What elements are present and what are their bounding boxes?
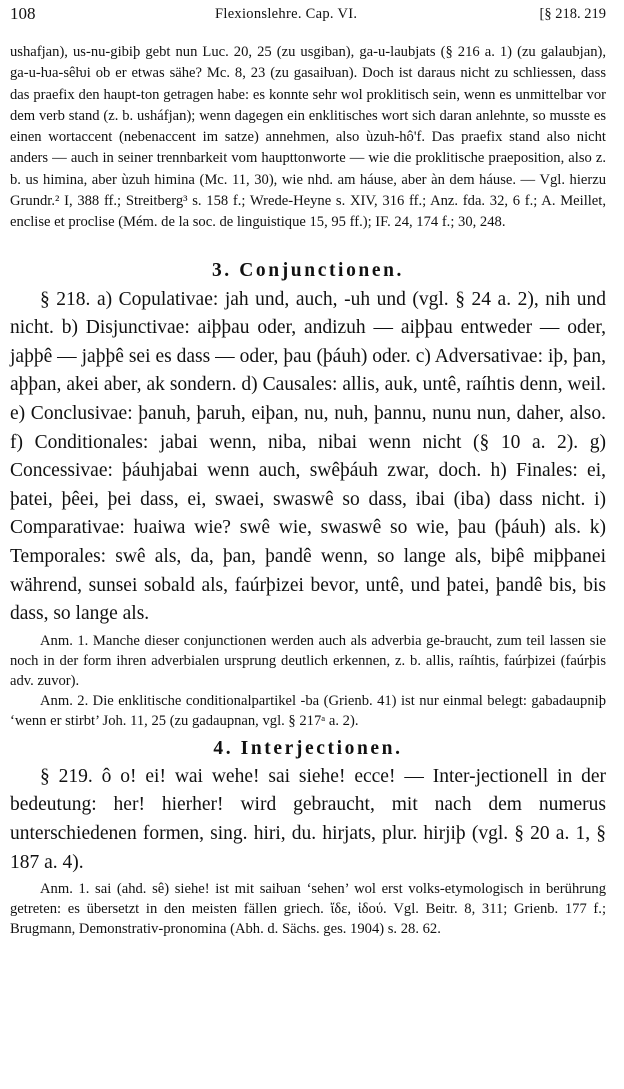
note-anm-2: Anm. 2. Die enklitische conditionalpartikel -ba (Grienb. 41) ist nur einmal belegt: gabadaupniþ ‘wenn er stirbt’ Joh. 11, 25 (zu gadaupnan, vgl. § 217ᵃ a. 2). <box>10 692 606 729</box>
page-number: 108 <box>10 4 36 23</box>
section-218-paragraph: § 218. a) Copulativae: jah und, auch, -uh und (vgl. § 24 a. 2), nih und nicht. b) Disjunctivae: aiþþau oder, andizuh — aiþþau entweder — oder, jaþþê — jaþþê sei es dass — oder, þau (þáuh) oder. c) Adversativae: iþ, þan, aþþan, akei aber, ak sondern. d) Causales: allis, auk, untê, raíhtis denn, weil. e) Conclusivae: þanuh, þaruh, eiþan, nu, nuh, þannu, nunu nun, daher, also. f) Conditionales: jabai wenn, niba, nibai wenn nicht (§ 10 a. 2). g) Concessivae: þáuhjabai wenn auch, swêþáuh zwar, doch. h) Finales: ei, þatei, þêei, þei dass, ei, swaei, swaswê so dass, ibai (iba) dass nicht. i) Comparativae: ƕaiwa wie? swê wie, swaswê so wie, þau (þáuh) als. k) Temporales: swê als, da, þan, þandê wenn, so lange als, biþê miþþanei während, sunsei sobald als, faúrþizei bevor, untê, und þatei, þandê bis, bis dass, so lange als. <box>10 288 606 625</box>
intro-text: ushafjan), us-nu-gibiþ gebt nun Luc. 20, 25 (zu usgiban), ga-u-laubjats (§ 216 a. 1) (zu galaubjan), ga-u-ƕa-sêƕi ob er etwas sähe? Mc. 8, 23 (zu gasaiƕan). Doch ist daraus nicht zu schliessen, dass das praefix den haupt-ton getragen habe: es konnte sehr wol proklitisch sein, wenn es unmittelbar vor dem verb stand (z. b. usháfjan); wenn dagegen ein enklitisches wort sich daran anlehnte, so musste es einen wortaccent (nebenaccent im satze) annehmen, also ùzuh-hô'f. Das praefix stand also nicht anders — auch in seiner trennbarkeit vom haupttonworte — wie die proklitische praeposition, also z. b. us himina, aber ùzuh himina (Mc. 11, 30), wie nhd. am háuse, aber àn dem háuse. — Vgl. hierzu Grundr.² I, 388 ff.; Streitberg³ s. 158 f.; Wrede-Heyne s. XIV, 316 ff.; Anz. fda. 32, 6 f.; A. Meillet, enclise et proclise (Mém. de la soc. de linguistique 15, 95 ff.); IF. 24, 174 f.; 30, 248. <box>10 44 606 231</box>
intro-paragraph <box>10 42 606 234</box>
section-218-notes <box>10 631 606 731</box>
note-anm-1: Anm. 1. Manche dieser conjunctionen werden auch als adverbia ge-braucht, zum teil lassen sie noch in der form ihren adverbialen ursprung deutlich erkennen, z. b. allis, raíhtis, faúrþizei (faúrþis adv. zuvor). <box>10 632 606 689</box>
section-219-paragraph: § 219. ô o! ei! wai wehe! sai siehe! ecce! — Inter-jectionell in der bedeutung: her! hierher! wird gebraucht, mit nach dem numerus unterschiedenen formen, sing. hiri, du. hirjats, plur. hirjiþ (vgl. § 20 a. 1, § 187 a. 4). <box>10 765 606 873</box>
book-page <box>10 4 606 939</box>
page-header <box>10 4 606 28</box>
section-range: [§ 218. 219 <box>539 6 606 22</box>
note-219-anm-1: Anm. 1. sai (ahd. sê) siehe! ist mit saiƕan ‘sehen’ wol erst volks-etymologisch in berührung getreten: es übersetzt in den meisten fällen griech. ἴδε, ἰδού. Vgl. Beitr. 8, 311; Grienb. 177 f.; Brugmann, Demonstrativ-pronomina (Abh. d. Sächs. ges. 1904) s. 28. 62. <box>10 881 606 938</box>
section-219-notes <box>10 879 606 939</box>
running-title: Flexionslehre. Cap. VI. <box>215 6 358 22</box>
section-heading-conjunctions: 3. Conjunctionen. <box>211 259 405 281</box>
section-heading-interjections: 4. Interjectionen. <box>213 737 403 759</box>
